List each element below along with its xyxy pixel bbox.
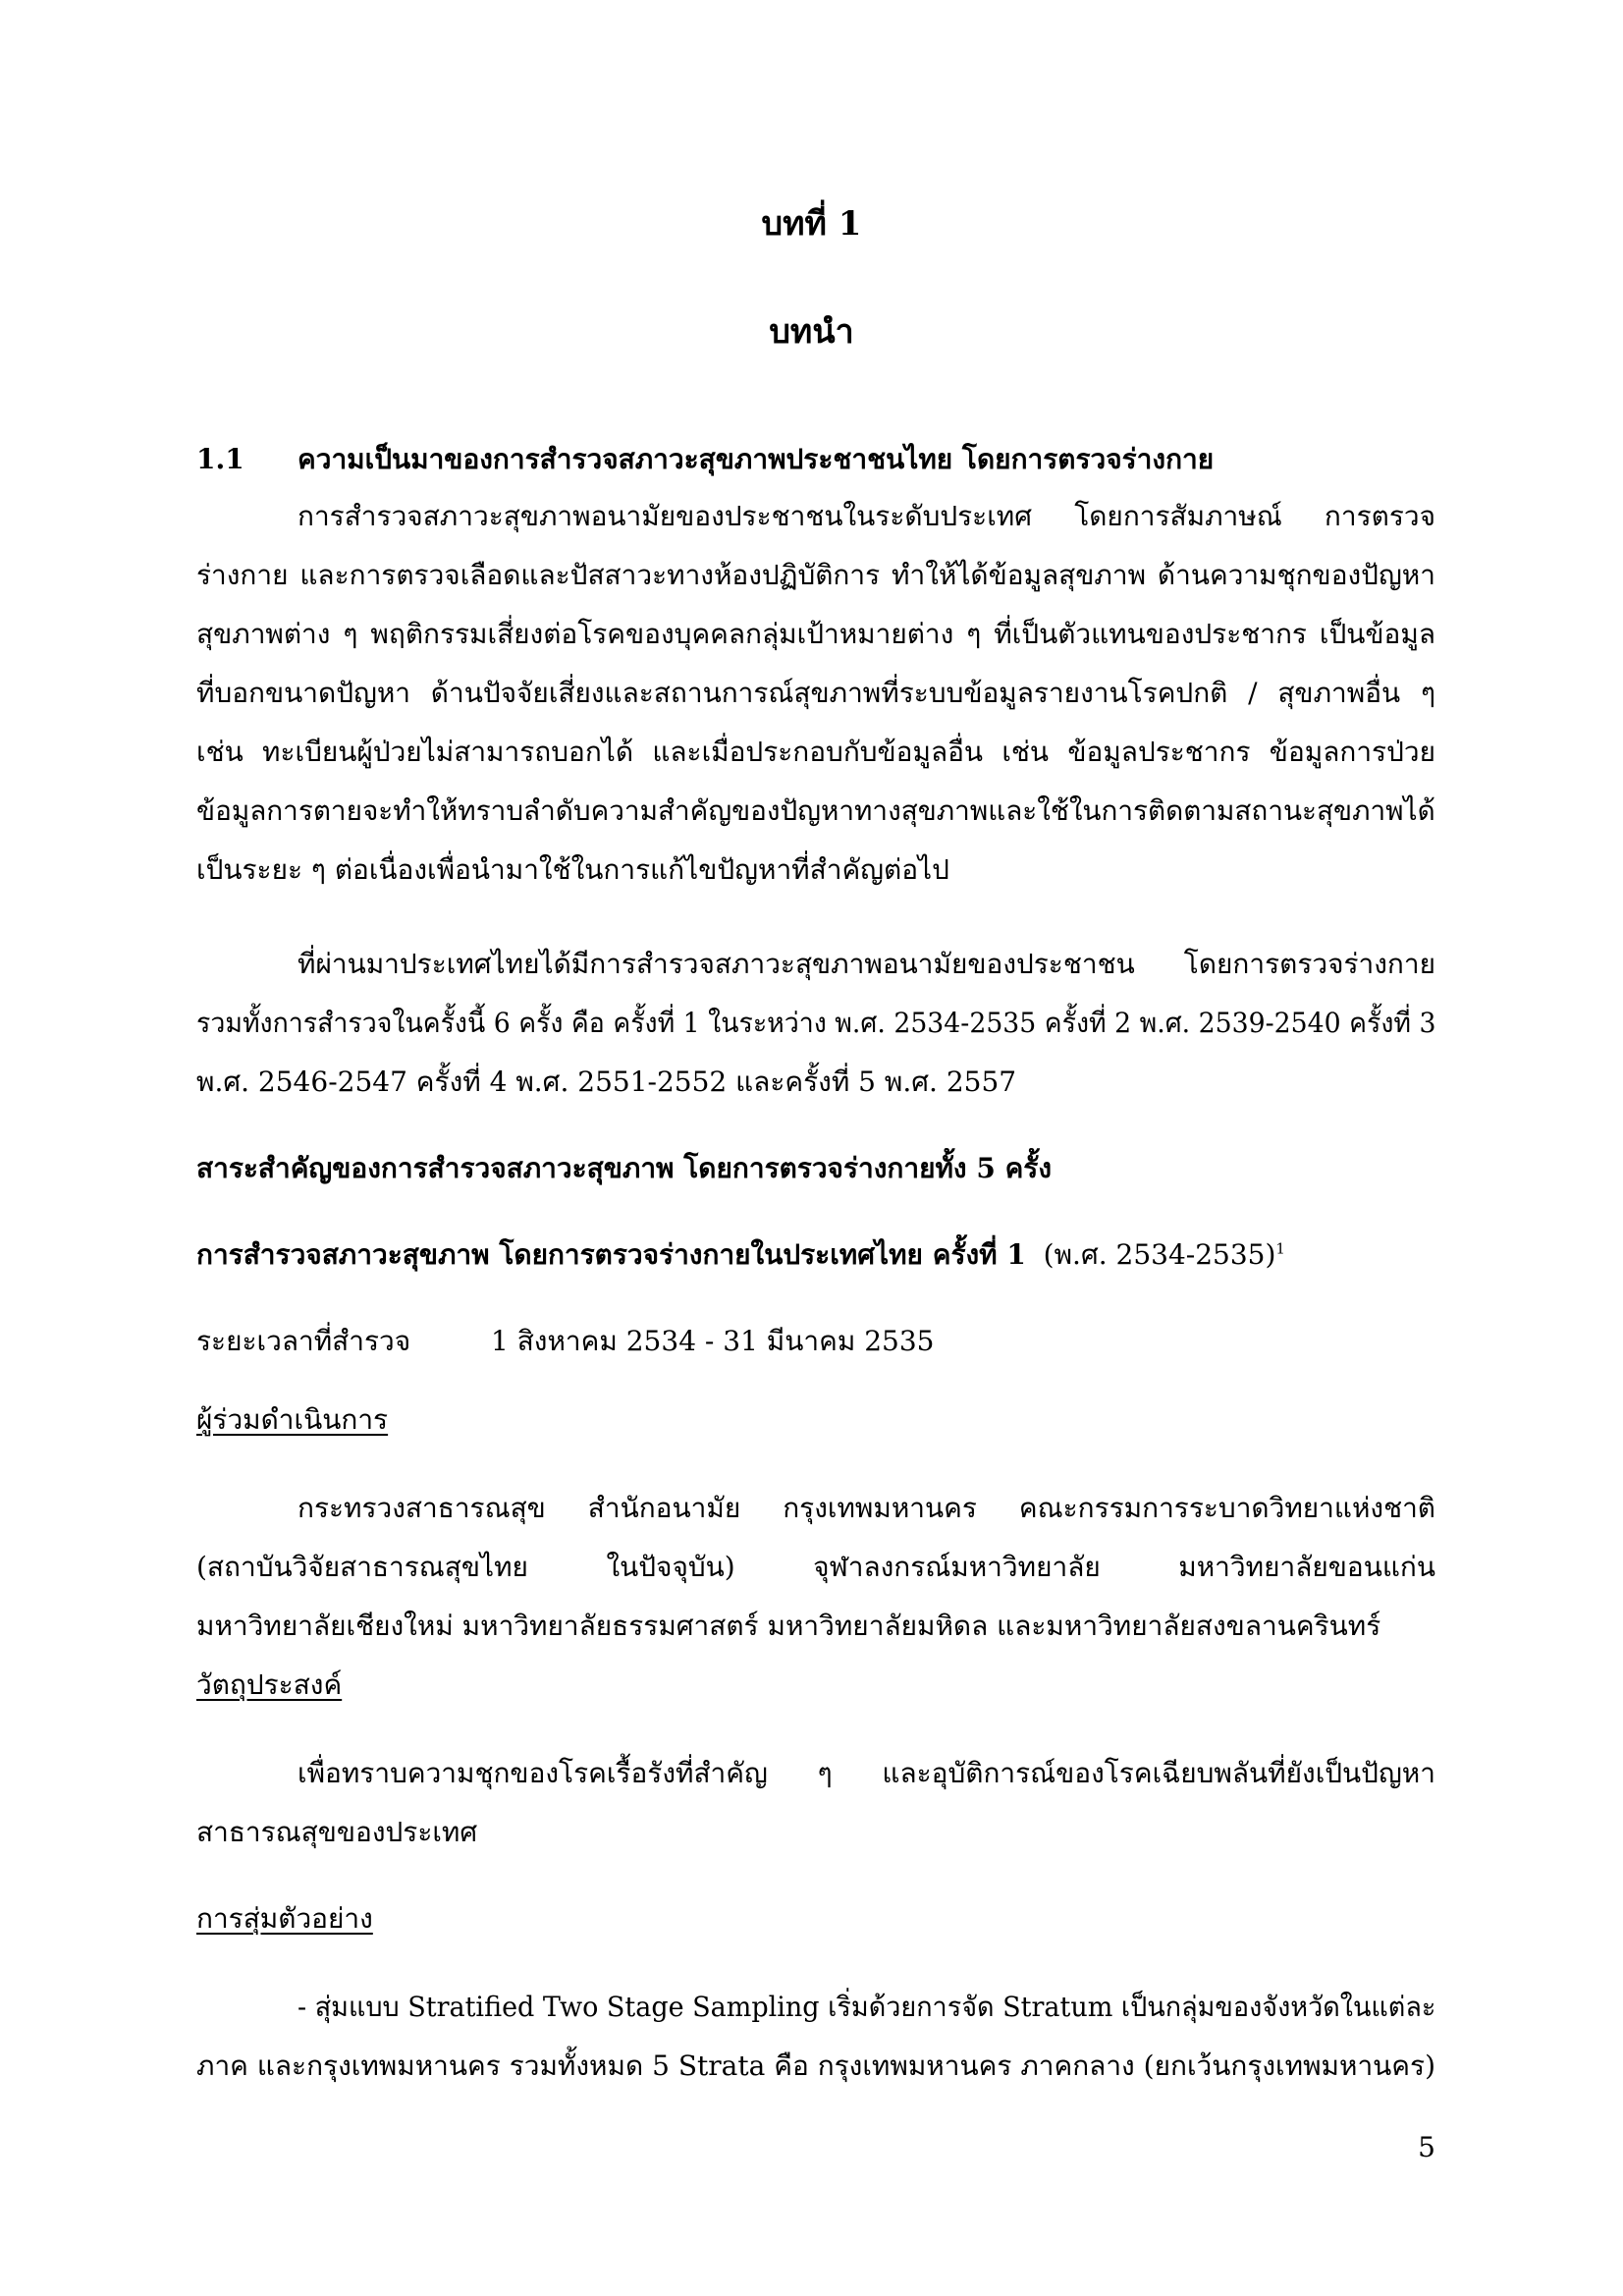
survey-period-label: ระยะเวลาที่สำรวจ bbox=[196, 1325, 411, 1357]
summary-heading: สาระสำคัญของการสำรวจสภาวะสุขภาพ โดยการตรวจร่างกายทั้ง 5 ครั้ง bbox=[196, 1152, 1053, 1184]
paragraph-line: ที่บอกขนาดปัญหา ด้านปัจจัยเสี่ยงและสถานการณ์สุขภาพที่ระบบข้อมูลรายงานโรคปกติ / สุขภาพอื่น ๆ bbox=[196, 677, 1435, 709]
paragraph-line: สุขภาพต่าง ๆ พฤติกรรมเสี่ยงต่อโรคของบุคคลกลุ่มเป้าหมายต่าง ๆ ที่เป็นตัวแทนของประชากร เป็นข้อมูล bbox=[196, 618, 1435, 650]
participants-line: กระทรวงสาธารณสุข สำนักอนามัย กรุงเทพมหานคร คณะกรรมการระบาดวิทยาแห่งชาติ bbox=[298, 1492, 1435, 1524]
objective-heading-row bbox=[196, 1666, 1435, 1705]
objective-line: สาธารณสุขของประเทศ bbox=[196, 1816, 478, 1848]
chapter-title: บทนำ bbox=[769, 312, 854, 352]
paragraph-line: ที่ผ่านมาประเทศไทยได้มีการสำรวจสภาวะสุขภาพอนามัยของประชาชน โดยการตรวจร่างกาย bbox=[298, 948, 1435, 980]
paragraph-line: ข้อมูลการตายจะทำให้ทราบลำดับความสำคัญของปัญหาทางสุขภาพและใช้ในการติดตามสถานะสุขภาพได้ bbox=[196, 794, 1435, 827]
participants-line: มหาวิทยาลัยเชียงใหม่ มหาวิทยาลัยธรรมศาสตร์ มหาวิทยาลัยมหิดล และมหาวิทยาลัยสงขลานครินทร์ bbox=[196, 1610, 1381, 1642]
participants-heading: ผู้ร่วมดำเนินการ bbox=[196, 1403, 389, 1436]
section-number: 1.1 bbox=[196, 443, 244, 475]
footnote-reference: 1 bbox=[1275, 1239, 1285, 1258]
participants-heading-row bbox=[196, 1400, 1435, 1440]
sampling-heading: การสุ่มตัวอย่าง bbox=[196, 1902, 373, 1935]
sampling-line: - สุ่มแบบ Stratified Two Stage Sampling เริ่มด้วยการจัด Stratum เป็นกลุ่มของจังหวัดในแต่ละ bbox=[298, 1991, 1436, 2023]
survey-1-title: การสำรวจสภาวะสุขภาพ โดยการตรวจร่างกายในประเทศไทย ครั้งที่ 1 bbox=[196, 1238, 1026, 1271]
page-number: 5 bbox=[1418, 2131, 1435, 2163]
section-title: ความเป็นมาของการสำรวจสภาวะสุขภาพประชาชนไทย โดยการตรวจร่างกาย bbox=[298, 443, 1215, 475]
paragraph-line: พ.ศ. 2546-2547 ครั้งที่ 4 พ.ศ. 2551-2552 และครั้งที่ 5 พ.ศ. 2557 bbox=[196, 1066, 1017, 1098]
paragraph-line: เป็นระยะ ๆ ต่อเนื่องเพื่อนำมาใช้ในการแก้ไขปัญหาที่สำคัญต่อไป bbox=[196, 853, 949, 886]
paragraph-line: รวมทั้งการสำรวจในครั้งนี้ 6 ครั้ง คือ ครั้งที่ 1 ในระหว่าง พ.ศ. 2534-2535 ครั้งที่ 2 พ.ศ. 2539-2540 ครั้งที่ 3 bbox=[196, 1007, 1436, 1039]
survey-1-heading bbox=[196, 1235, 1435, 1275]
chapter-number: บทที่ 1 bbox=[761, 204, 862, 244]
survey-period-value: 1 สิงหาคม 2534 - 31 มีนาคม 2535 bbox=[491, 1325, 935, 1357]
survey-period-row bbox=[196, 1322, 1435, 1361]
paragraph-line: เช่น ทะเบียนผู้ป่วยไม่สามารถบอกได้ และเมื่อประกอบกับข้อมูลอื่น เช่น ข้อมูลประชากร ข้อมูลการป่วย bbox=[196, 736, 1435, 768]
objective-line: เพื่อทราบความชุกของโรคเรื้อรังที่สำคัญ ๆ และอุบัติการณ์ของโรคเฉียบพลันที่ยังเป็นปัญหา bbox=[298, 1757, 1435, 1789]
paragraph-line: ร่างกาย และการตรวจเลือดและปัสสาวะทางห้องปฏิบัติการ ทำให้ได้ข้อมูลสุขภาพ ด้านความชุกของปัญหา bbox=[196, 559, 1435, 591]
section-heading bbox=[196, 440, 1435, 479]
sampling-heading-row bbox=[196, 1899, 1435, 1939]
paragraph-line: การสำรวจสภาวะสุขภาพอนามัยของประชาชนในระดับประเทศ โดยการสัมภาษณ์ การตรวจ bbox=[298, 500, 1435, 532]
objective-heading: วัตถุประสงค์ bbox=[196, 1668, 343, 1701]
participants-line: (สถาบันวิจัยสาธารณสุขไทย ในปัจจุบัน) จุฬาลงกรณ์มหาวิทยาลัย มหาวิทยาลัยขอนแก่น bbox=[196, 1551, 1435, 1583]
survey-1-period: (พ.ศ. 2534-2535) bbox=[1043, 1238, 1276, 1271]
sampling-line: ภาค และกรุงเทพมหานคร รวมทั้งหมด 5 Strata คือ กรุงเทพมหานคร ภาคกลาง (ยกเว้นกรุงเทพมหานคร) bbox=[196, 2050, 1435, 2082]
